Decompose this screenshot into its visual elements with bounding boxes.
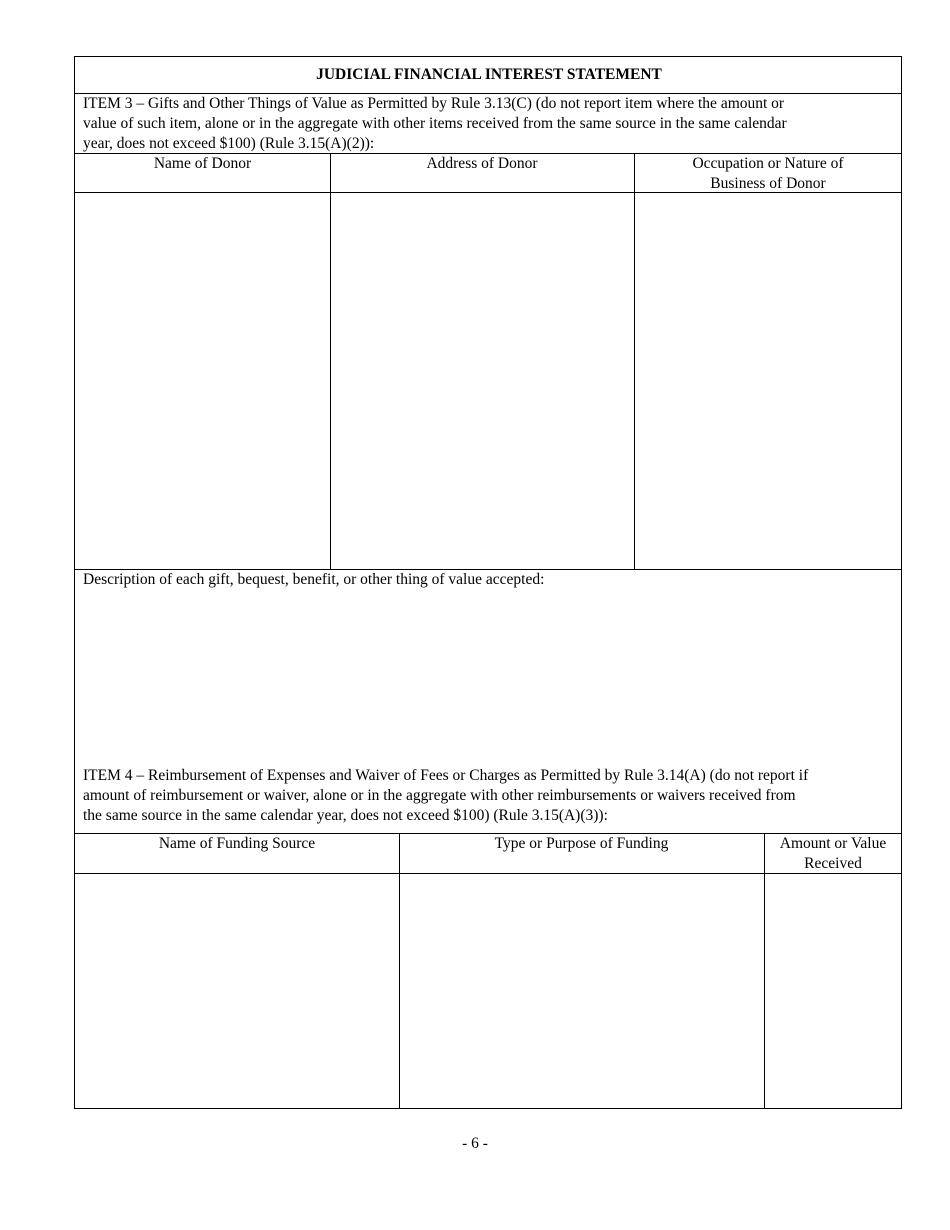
gift-description-entry-area[interactable]: [75, 591, 901, 765]
page-number: - 6 -: [462, 1135, 488, 1152]
funding-amount-entry-cell[interactable]: [765, 874, 901, 1108]
form-frame: [74, 56, 902, 1109]
column-header-amount-line2: Received: [804, 855, 862, 872]
column-header-occupation-line1: Occupation or Nature of: [692, 155, 844, 172]
item3-heading-line3: year, does not exceed $100) (Rule 3.15(A)(2)):: [83, 135, 375, 152]
gift-description-label: Description of each gift, bequest, benefit, or other thing of value accepted:: [83, 571, 545, 588]
form-title: JUDICIAL FINANCIAL INTEREST STATEMENT: [316, 66, 662, 83]
funding-type-entry-cell[interactable]: [400, 874, 764, 1108]
column-header-address-of-donor: Address of Donor: [426, 155, 538, 172]
donor-occupation-entry-cell[interactable]: [635, 193, 901, 569]
column-header-funding-source: Name of Funding Source: [158, 835, 316, 852]
column-header-type-purpose: Type or Purpose of Funding: [494, 835, 669, 852]
donor-address-entry-cell[interactable]: [331, 193, 634, 569]
item4-heading-line1: ITEM 4 – Reimbursement of Expenses and Waiver of Fees or Charges as Permitted by Rule 3.14(A) (do not report if: [83, 767, 809, 784]
column-header-occupation-line2: Business of Donor: [710, 175, 826, 192]
funding-source-entry-cell[interactable]: [75, 874, 399, 1108]
donor-name-entry-cell[interactable]: [75, 193, 330, 569]
item3-heading-line1: ITEM 3 – Gifts and Other Things of Value as Permitted by Rule 3.13(C) (do not report item where the amount or: [83, 95, 785, 112]
column-header-name-of-donor: Name of Donor: [153, 155, 252, 172]
item4-heading-line3: the same source in the same calendar year, does not exceed $100) (Rule 3.15(A)(3)):: [83, 807, 608, 824]
item4-heading-line2: amount of reimbursement or waiver, alone or in the aggregate with other reimbursements or waivers received from: [83, 787, 796, 804]
item3-heading-line2: value of such item, alone or in the aggregate with other items received from the same source in the same calendar: [83, 115, 787, 132]
column-header-amount-line1: Amount or Value: [779, 835, 887, 852]
